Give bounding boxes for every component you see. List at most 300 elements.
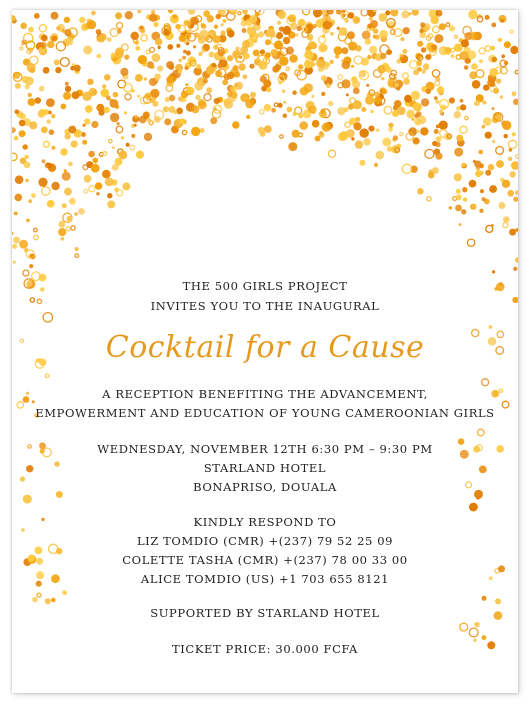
confetti-dot [56,42,65,51]
confetti-dot [124,111,127,114]
confetti-dot [173,14,177,18]
confetti-dot [326,83,331,88]
confetti-dot [176,44,180,48]
confetti-dot [84,118,90,124]
confetti-dot [151,89,160,98]
confetti-dot [91,121,98,128]
confetti-dot [415,53,422,60]
confetti-dot [351,137,354,140]
confetti-dot [185,66,189,70]
confetti-dot [353,122,361,130]
confetti-dot [88,151,95,158]
confetti-dot [446,23,450,27]
confetti-dot [103,152,107,156]
confetti-dot [482,101,486,105]
confetti-dot [491,23,496,28]
confetti-dot [64,169,67,172]
confetti-dot [365,96,374,105]
confetti-dot [191,105,199,113]
confetti-dot [91,11,96,16]
confetti-dot [96,29,102,35]
confetti-dot [24,155,28,159]
confetti-dot [245,19,253,27]
confetti-dot [266,28,275,37]
confetti-dot [504,41,511,48]
confetti-dot [236,47,240,51]
confetti-dot [430,16,439,25]
confetti-dot [400,37,404,41]
confetti-dot [482,197,486,201]
confetti-dot [373,35,377,39]
confetti-dot [380,45,389,54]
confetti-dot [460,623,468,631]
confetti-dot [456,106,460,110]
confetti-dot [85,105,93,113]
confetti-dot [256,58,259,61]
confetti-dot [413,103,422,112]
confetti-dot [34,228,38,232]
confetti-dot [385,66,392,73]
confetti-dot [121,136,124,139]
confetti-dot [126,143,130,147]
confetti-dot [368,126,374,132]
confetti-dot [381,77,384,80]
confetti-dot [260,49,265,54]
purpose-line-2: EMPOWERMENT AND EDUCATION OF YOUNG CAMEROONIAN GIRLS [35,406,495,420]
confetti-dot [271,108,276,113]
confetti-dot [164,118,171,125]
confetti-dot [417,188,424,195]
confetti-dot [193,45,196,48]
confetti-dot [270,49,277,56]
confetti-dot [373,28,378,33]
confetti-dot [298,114,303,119]
confetti-dot [186,86,193,93]
confetti-dot [467,239,474,246]
confetti-dot [312,120,320,128]
confetti-dot [316,59,325,68]
confetti-dot [26,219,30,223]
confetti-dot [194,82,203,91]
confetti-dot [54,59,60,65]
confetti-dot [239,56,242,59]
confetti-dot [61,104,67,110]
confetti-dot [221,23,224,26]
confetti-dot [112,146,115,149]
host-line: THE 500 GIRLS PROJECT [182,279,348,293]
confetti-dot [460,126,467,133]
confetti-dot [471,63,478,70]
confetti-dot [198,52,202,56]
confetti-dot [52,36,58,42]
confetti-dot [288,142,297,151]
confetti-dot [482,596,487,601]
confetti-dot [196,64,201,69]
confetti-dot [102,84,106,88]
confetti-dot [390,10,398,17]
confetti-dot [228,10,237,15]
confetti-dot [292,90,297,95]
confetti-dot [134,124,137,127]
confetti-dot [513,99,518,105]
confetti-dot [353,100,362,109]
confetti-dot [12,244,17,249]
confetti-dot [64,188,72,196]
confetti-dot [71,141,78,148]
confetti-dot [485,132,492,139]
confetti-dot [124,55,129,60]
confetti-dot [479,163,484,168]
confetti-dot [15,175,24,184]
confetti-dot [201,24,206,29]
confetti-dot [195,95,200,100]
confetti-dot [326,62,330,66]
confetti-dot [62,590,67,595]
confetti-dot [165,97,170,102]
confetti-dot [120,68,128,76]
confetti-dot [512,132,516,136]
confetti-dot [451,54,455,58]
confetti-dot [439,121,448,130]
confetti-dot [107,193,112,198]
confetti-dot [435,77,440,82]
confetti-dot [234,72,240,78]
confetti-dot [247,27,250,30]
confetti-dot [51,146,55,150]
confetti-dot [201,49,205,53]
confetti-dot [119,151,128,160]
confetti-dot [413,69,419,75]
confetti-dot [74,65,81,72]
confetti-dot [233,65,239,71]
confetti-dot [283,113,288,118]
confetti-dot [30,56,38,64]
confetti-dot [131,32,139,40]
confetti-dot [65,82,69,86]
confetti-dot [105,178,114,187]
confetti-dot [125,94,131,100]
confetti-dot [157,65,163,71]
confetti-dot [456,194,462,200]
confetti-dot [351,65,354,68]
confetti-dot [434,96,438,100]
confetti-dot [367,24,372,29]
confetti-dot [168,10,173,13]
confetti-dot [498,202,505,209]
confetti-dot [419,29,423,33]
confetti-dot [374,97,381,104]
confetti-dot [40,42,47,49]
confetti-dot [28,27,34,33]
confetti-dot [489,185,497,193]
confetti-dot [23,144,28,149]
confetti-dot [96,192,99,195]
confetti-dot [58,228,66,236]
confetti-dot [449,206,452,209]
confetti-dot [434,34,443,43]
confetti-dot [29,121,37,129]
confetti-dot [361,10,368,16]
confetti-dot [209,52,215,58]
confetti-dot [492,107,495,110]
confetti-dot [137,95,140,98]
confetti-dot [212,110,220,118]
confetti-dot [98,36,104,42]
confetti-dot [382,89,388,95]
confetti-dot [461,163,465,167]
venue-location: BONAPRISO, DOUALA [193,480,337,494]
confetti-dot [369,17,373,21]
confetti-dot [178,59,182,63]
confetti-dot [403,73,409,79]
confetti-dot [508,157,512,161]
confetti-dot [19,130,26,137]
confetti-dot [137,10,141,13]
confetti-dot [151,10,155,14]
confetti-dot [39,25,46,32]
confetti-dot [28,199,32,203]
confetti-dot [500,19,504,23]
confetti-dot [404,95,412,103]
confetti-dot [489,325,493,329]
confetti-dot [470,204,476,210]
confetti-dot [355,140,363,148]
confetti-dot [378,13,387,22]
confetti-dot [320,44,327,51]
confetti-dot [334,46,343,55]
confetti-dot [166,61,174,69]
confetti-dot [420,22,425,27]
confetti-dot [374,163,378,167]
confetti-dot [326,14,329,17]
confetti-dot [458,223,461,226]
confetti-dot [478,429,485,436]
confetti-dot [299,121,308,130]
confetti-dot [34,235,39,240]
confetti-dot [110,99,119,108]
confetti-dot [410,61,418,69]
confetti-dot [43,313,52,322]
confetti-dot [263,80,271,88]
confetti-dot [178,69,182,73]
confetti-dot [416,111,422,117]
confetti-dot [278,11,287,20]
confetti-dot [112,164,119,171]
invitation-card [12,10,518,693]
confetti-dot [158,46,161,49]
confetti-dot [282,90,285,93]
confetti-dot [243,74,248,79]
confetti-dot [130,145,135,150]
confetti-dot [353,88,360,95]
confetti-dot [487,79,495,87]
confetti-dot [69,198,76,205]
confetti-dot [200,128,205,133]
confetti-dot [75,254,79,258]
confetti-dot [96,54,101,59]
confetti-dot [243,53,249,59]
confetti-dot [340,131,349,140]
confetti-dot [322,123,331,132]
confetti-dot [403,27,410,34]
confetti-dot [144,77,147,80]
confetti-dot [366,84,369,87]
confetti-dot [341,79,350,88]
confetti-dot [58,221,65,228]
confetti-dot [23,495,32,504]
confetti-dot [19,240,28,249]
confetti-dot [79,17,85,23]
confetti-dot [467,50,476,59]
confetti-dot [83,46,92,55]
confetti-dot [60,58,69,67]
confetti-dot [328,101,333,106]
confetti-dot [185,83,188,86]
confetti-dot [460,99,464,103]
confetti-dot [216,14,222,20]
confetti-dot [367,55,372,60]
confetti-dot [459,51,468,60]
confetti-dot [384,106,392,114]
confetti-dot [24,161,31,168]
confetti-dot [488,164,494,170]
rsvp-contact: COLETTE TASHA (CMR) +(237) 78 00 33 00 [122,553,408,567]
confetti-dot [313,10,322,17]
confetti-dot [401,10,409,18]
confetti-dot [67,216,73,222]
confetti-dot [292,130,300,138]
confetti-dot [206,87,212,93]
confetti-dot [423,63,430,70]
confetti-dot [461,209,466,214]
confetti-dot [29,264,33,268]
confetti-dot [184,21,188,25]
confetti-dot [227,91,232,96]
confetti-dot [24,248,29,253]
confetti-dot [41,35,48,42]
confetti-dot [289,54,297,62]
confetti-dot [412,10,419,16]
confetti-dot [476,70,484,78]
confetti-dot [222,56,226,60]
confetti-dot [426,54,432,60]
confetti-dot [109,139,113,143]
confetti-dot [135,74,143,82]
confetti-dot [48,111,52,115]
sponsor-line: SUPPORTED BY STARLAND HOTEL [150,606,380,620]
confetti-dot [62,172,71,181]
confetti-dot [420,127,428,135]
confetti-dot [37,593,41,597]
confetti-dot [135,115,138,118]
confetti-dot [304,83,313,92]
confetti-dot [95,182,103,190]
confetti-dot [496,79,501,84]
confetti-dot [436,136,442,142]
confetti-dot [361,107,366,112]
confetti-dot [491,224,494,227]
confetti-dot [113,92,119,98]
confetti-dot [513,267,517,271]
confetti-dot [454,111,461,118]
confetti-dot [42,159,46,163]
confetti-dot [416,130,419,133]
confetti-dot [149,14,157,22]
confetti-dot [163,106,169,112]
confetti-dot [454,173,462,181]
confetti-dot [210,117,217,124]
confetti-dot [426,89,431,94]
confetti-dot [31,193,36,198]
confetti-dot [276,32,283,39]
confetti-dot [498,38,502,42]
confetti-dot [179,35,186,42]
confetti-dot [49,129,55,135]
confetti-dot [246,115,250,119]
confetti-dot [346,93,349,96]
confetti-dot [469,628,478,637]
confetti-dot [469,503,478,512]
confetti-dot [283,37,290,44]
confetti-dot [363,138,371,146]
confetti-dot [116,126,123,133]
confetti-dot [264,125,272,133]
confetti-dot [150,65,154,69]
confetti-dot [337,107,345,115]
confetti-dot [496,147,504,155]
confetti-dot [39,109,46,116]
confetti-dot [280,135,284,139]
confetti-dot [89,186,95,192]
confetti-dot [122,182,130,190]
confetti-dot [66,38,73,45]
rsvp-contact: LIZ TOMDIO (CMR) +(237) 79 52 25 09 [136,534,394,548]
confetti-dot [55,67,61,73]
confetti-dot [432,167,439,174]
confetti-dot [286,47,294,55]
confetti-dot [135,46,140,51]
confetti-dot [15,194,23,202]
confetti-dot [421,98,429,106]
confetti-dot [260,110,264,114]
confetti-dot [155,38,162,45]
confetti-dot [439,23,446,30]
confetti-dot [359,160,365,166]
confetti-dot [191,17,199,25]
confetti-dot [43,67,50,74]
confetti-dot [93,158,99,164]
confetti-dot [115,12,122,19]
confetti-dot [102,170,111,179]
confetti-dot [221,30,226,35]
confetti-dot [399,54,403,58]
confetti-dot [169,95,176,102]
confetti-dot [479,209,483,213]
confetti-dot [354,56,362,64]
confetti-dot [68,126,76,134]
confetti-dot [477,16,483,22]
confetti-dot [15,109,20,114]
confetti-dot [249,33,258,42]
confetti-dot [222,19,226,23]
confetti-dot [51,114,55,118]
confetti-dot [245,99,254,108]
confetti-dot [218,49,225,56]
confetti-dot [227,30,235,38]
confetti-dot [472,80,481,89]
confetti-dot [277,21,281,25]
confetti-dot [222,79,228,85]
